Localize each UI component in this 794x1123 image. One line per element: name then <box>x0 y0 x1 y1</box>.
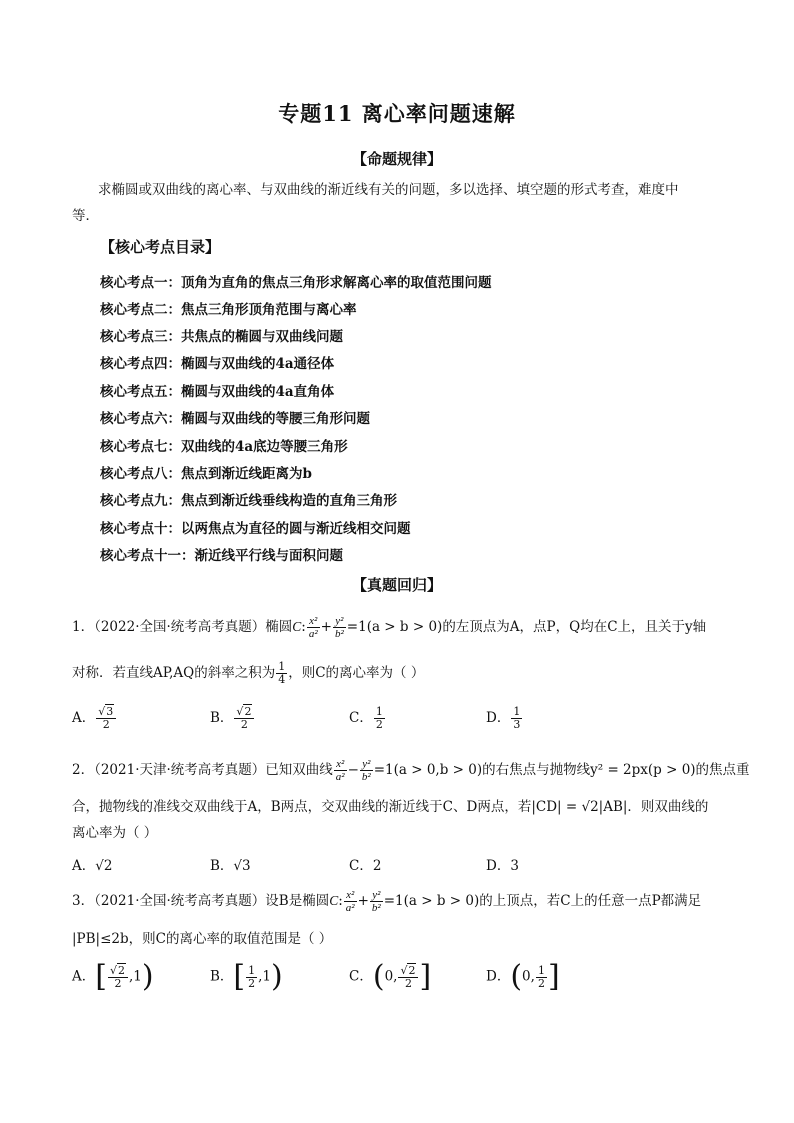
fraction: $\frac{\text{x²}}{\text{a²}}$ <box>345 889 355 914</box>
q3-option-b[interactable]: B．[ $\frac{1}{2}$ ,1) <box>210 959 283 994</box>
q1-line2a: 对称．若直线AP,AQ的斜率之积为 <box>72 665 276 681</box>
q1-prefix: 1．（2022·全国·统考高考真题）椭圆 <box>72 619 293 635</box>
toc-item: 核心考点七：双曲线的4a底边等腰三角形 <box>100 439 348 455</box>
q3-option-c[interactable]: C．(0, $\frac{√2}{2}$ ] <box>349 959 432 994</box>
q3-prefix: 3．（2021·全国·统考高考真题）设B是椭圆 <box>72 893 330 909</box>
q2-option-c[interactable]: C．2 <box>349 858 382 874</box>
toc-item: 核心考点五：椭圆与双曲线的4a直角体 <box>100 384 335 400</box>
fraction: $\frac{1}{4}$ <box>278 660 286 686</box>
q3-mid: 的上顶点，若C上的任意一点P都满足 <box>479 893 702 909</box>
q2-option-b[interactable]: B．√3 <box>210 858 251 874</box>
toc-item: 核心考点六：椭圆与双曲线的等腰三角形问题 <box>100 411 370 427</box>
q2-cond: =1(a > 0,b > 0) <box>373 762 483 778</box>
question-3-line2: |PB|≤2b，则C的离心率的取值范围是（ ） <box>72 931 333 947</box>
review-heading: 【真题回归】 <box>351 576 442 594</box>
fraction: $\frac{\text{x²}}{\text{a²}}$ <box>335 758 345 783</box>
q1-option-c[interactable]: C． $\frac{1}{2}$ <box>349 705 383 731</box>
q1-option-a[interactable]: A． $\frac{√3}{2}$ <box>72 706 117 731</box>
q1-cond: =1(a > b > 0) <box>346 619 443 635</box>
question-2-line1: 2．（2021·天津·统考高考真题）已知双曲线 $\frac{\text{x²}}{\text{a²}}$ − $\frac{\text{y²}}{\text{b²}}$ =1(a > 0,b > 0)的右焦点与抛物线y² = 2px(p > 0)的焦点重 <box>72 758 750 783</box>
q3-option-d[interactable]: D．(0, $\frac{1}{2}$ ] <box>486 959 560 994</box>
fraction: $\frac{\text{x²}}{\text{a²}}$ <box>308 615 318 640</box>
fraction: $\frac{\text{y²}}{\text{b²}}$ <box>334 615 344 640</box>
q1-option-d[interactable]: D． $\frac{1}{3}$ <box>486 705 521 731</box>
page-title: 专题11 离心率问题速解 <box>278 101 516 126</box>
q3-cond: =1(a > b > 0) <box>383 893 480 909</box>
q1-mid: 的左顶点为A，点P，Q均在C上，且关于y轴 <box>442 619 707 635</box>
question-2-line2: 合，抛物线的准线交双曲线于A，B两点，交双曲线的渐近线于C、D两点，若|CD| = √2|AB|．则双曲线的 <box>72 799 709 815</box>
toc-item: 核心考点十一：渐近线平行线与面积问题 <box>100 548 343 564</box>
q3-option-a[interactable]: A．[ $\frac{√2}{2}$ ,1) <box>72 959 154 994</box>
question-1-line1: 1．（2022·全国·统考高考真题）椭圆C: $\frac{\text{x²}}{\text{a²}}$ + $\frac{\text{y²}}{\text{b²}}$ =1(a > b > 0)的左顶点为A，点P，Q均在C上，且关于y轴 <box>72 615 707 640</box>
q2-option-d[interactable]: D．3 <box>486 858 519 874</box>
q2-option-a[interactable]: A．√2 <box>72 858 113 874</box>
toc-item: 核心考点一：顶角为直角的焦点三角形求解离心率的取值范围问题 <box>100 275 492 291</box>
question-2-line3: 离心率为（ ） <box>72 825 158 841</box>
q1-option-b[interactable]: B． $\frac{√2}{2}$ <box>210 706 255 731</box>
fraction: $\frac{\text{y²}}{\text{b²}}$ <box>361 758 371 783</box>
question-1-line2 <box>72 660 424 686</box>
toc-item: 核心考点三：共焦点的椭圆与双曲线问题 <box>100 329 343 345</box>
toc-item: 核心考点八：焦点到渐近线距离为b <box>100 466 312 482</box>
question-3-line1: 3．（2021·全国·统考高考真题）设B是椭圆C: $\frac{\text{x²}}{\text{a²}}$ + $\frac{\text{y²}}{\text{b²}}$ =1(a > b > 0)的上顶点，若C上的任意一点P都满足 <box>72 889 702 914</box>
fraction: $\frac{\text{y²}}{\text{b²}}$ <box>371 889 381 914</box>
q2-mid: 的右焦点与抛物线y² = 2px(p > 0)的焦点重 <box>482 762 750 778</box>
toc-item: 核心考点四：椭圆与双曲线的4a通径体 <box>100 356 335 372</box>
toc-item: 核心考点九：焦点到渐近线垂线构造的直角三角形 <box>100 493 397 509</box>
rule-heading: 【命题规律】 <box>351 150 442 168</box>
q2-prefix: 2．（2021·天津·统考高考真题）已知双曲线 <box>72 762 333 778</box>
toc-heading: 【核心考点目录】 <box>100 238 221 256</box>
rule-text-line2: 等． <box>72 208 99 224</box>
rule-text-line1: 求椭圆或双曲线的离心率、与双曲线的渐近线有关的问题，多以选择、填空题的形式考查，难度中 <box>98 182 679 198</box>
q1-line2b: ，则C的离心率为（ ） <box>288 665 425 681</box>
toc-item: 核心考点二：焦点三角形顶角范围与离心率 <box>100 302 357 318</box>
toc-item: 核心考点十：以两焦点为直径的圆与渐近线相交问题 <box>100 521 411 537</box>
